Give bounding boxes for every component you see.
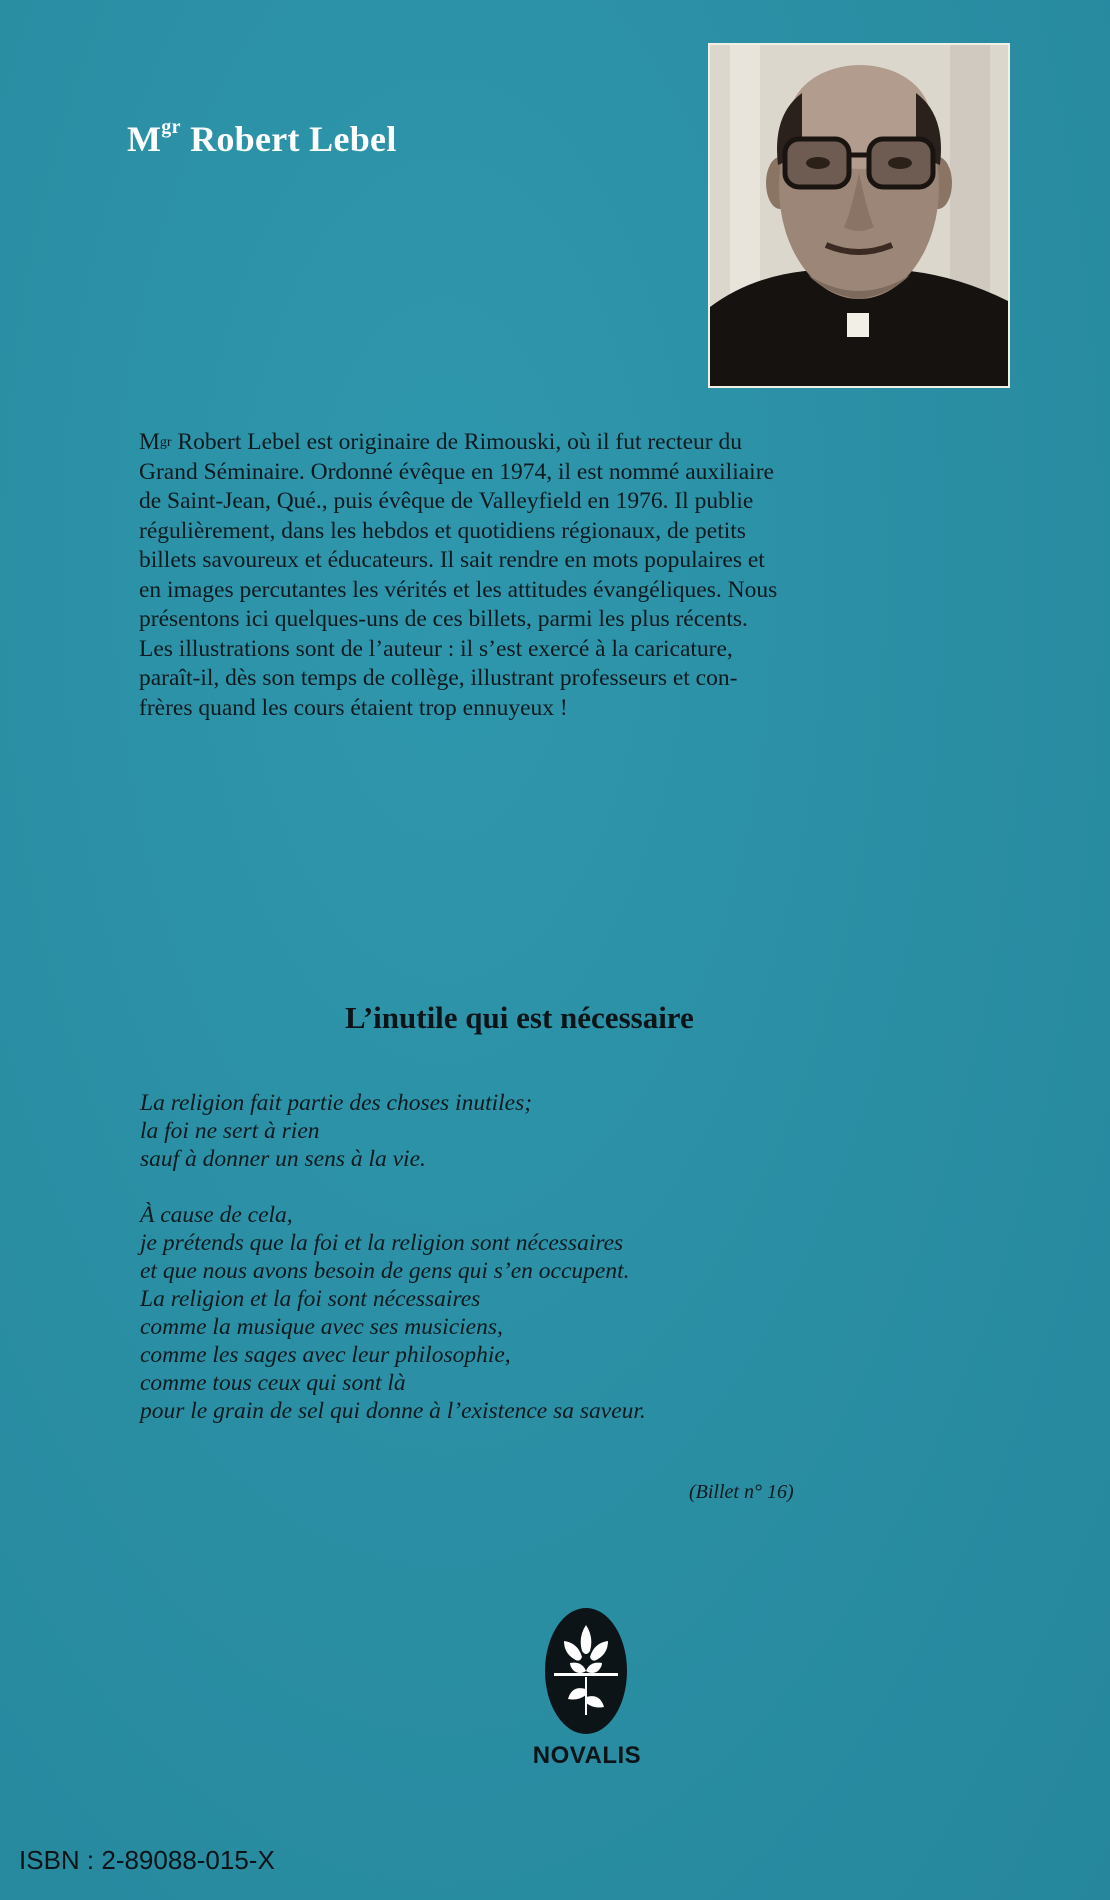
bio-line: présentons ici quelques-uns de ces billets, parmi les plus récents.	[139, 606, 748, 632]
poem-line: et que nous avons besoin de gens qui s’en occupent.	[140, 1258, 630, 1284]
author-name-text: Robert Lebel	[190, 119, 397, 159]
author-portrait-image	[710, 45, 1008, 386]
bio-title-superscript: gr	[159, 435, 172, 450]
bio-line: Les illustrations sont de l’auteur : il s’est exercé à la caricature,	[139, 635, 733, 662]
bio-title-prefix: M	[139, 429, 160, 455]
poem-stanza-1	[140, 1089, 532, 1173]
isbn-number: ISBN : 2-89088-015-X	[19, 1845, 275, 1875]
bio-line: billets savoureux et éducateurs. Il sait rendre en mots populaires et	[139, 547, 765, 573]
author-title-prefix: M	[127, 119, 162, 159]
poem-stanza-2	[140, 1201, 646, 1425]
poem-line: À cause de cela,	[140, 1202, 293, 1228]
poem-line: comme la musique avec ses musiciens,	[140, 1314, 503, 1340]
poem-line: La religion fait partie des choses inutiles;	[140, 1090, 533, 1116]
author-biography	[139, 428, 1019, 723]
bio-line: régulièrement, dans les hebdos et quotidiens régionaux, de petits	[139, 517, 746, 544]
poem-line: pour le grain de sel qui donne à l’existence sa saveur.	[140, 1398, 646, 1424]
bio-line	[139, 428, 1019, 458]
author-title-superscript: gr	[161, 116, 181, 138]
bio-line: en images percutantes les vérités et les attitudes évangéliques. Nous	[139, 576, 778, 603]
publisher-name: NOVALIS	[532, 1742, 642, 1769]
poem-citation: (Billet n° 16)	[689, 1481, 794, 1503]
poem-line: comme tous ceux qui sont là	[140, 1370, 406, 1396]
bio-line: Grand Séminaire. Ordonné évêque en 1974, il est nommé auxiliaire	[139, 458, 774, 485]
author-name	[127, 118, 397, 160]
bio-line-text: Robert Lebel est originaire de Rimouski, où il fut recteur du	[171, 429, 742, 455]
author-photo	[708, 43, 1010, 388]
poem-line: sauf à donner un sens à la vie.	[140, 1146, 426, 1172]
poem-line: la foi ne sert à rien	[140, 1118, 320, 1144]
poem-line: je prétends que la foi et la religion sont nécessaires	[140, 1230, 624, 1256]
bio-line: de Saint-Jean, Qué., puis évêque de Valleyfield en 1976. Il publie	[139, 488, 754, 514]
bio-line: paraît-il, dès son temps de collège, illustrant professeurs et con-	[139, 665, 738, 691]
poem-line: comme les sages avec leur philosophie,	[140, 1342, 511, 1368]
poem-line: La religion et la foi sont nécessaires	[140, 1286, 481, 1312]
poem-title: L’inutile qui est nécessaire	[345, 1000, 694, 1035]
bio-line: frères quand les cours étaient trop ennuyeux !	[139, 694, 568, 721]
novalis-flower-logo-icon	[544, 1607, 628, 1735]
